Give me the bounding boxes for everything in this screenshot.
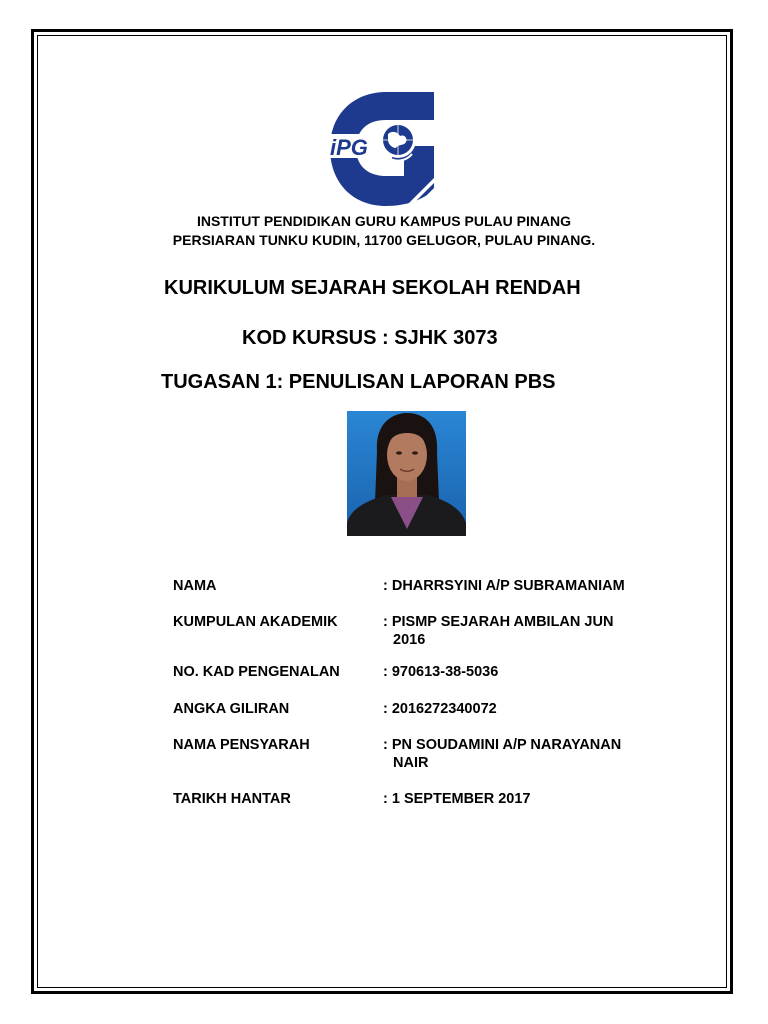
student-photo [347, 411, 466, 536]
detail-value-continued: 2016 [393, 632, 426, 648]
detail-value: : PN SOUDAMINI A/P NARAYANAN [383, 737, 622, 753]
detail-value: : PISMP SEJARAH AMBILAN JUN [383, 614, 614, 630]
institution-address: PERSIARAN TUNKU KUDIN, 11700 GELUGOR, PULAU PINANG. [172, 232, 596, 248]
detail-value-continued: NAIR [393, 755, 429, 771]
detail-label: NAMA [173, 578, 217, 594]
assignment-title: TUGASAN 1: PENULISAN LAPORAN PBS [161, 371, 556, 393]
detail-label: NO. KAD PENGENALAN [173, 664, 340, 680]
course-title: KURIKULUM SEJARAH SEKOLAH RENDAH [164, 277, 581, 299]
detail-value: : 2016272340072 [383, 701, 497, 717]
detail-label: NAMA PENSYARAH [173, 737, 310, 753]
detail-value: : DHARRSYINI A/P SUBRAMANIAM [383, 578, 625, 594]
logo-text: iPG [330, 135, 368, 160]
detail-value: : 1 SEPTEMBER 2017 [383, 791, 531, 807]
detail-label: TARIKH HANTAR [173, 791, 291, 807]
detail-label: KUMPULAN AKADEMIK [173, 614, 338, 630]
institution-name: INSTITUT PENDIDIKAN GURU KAMPUS PULAU PINANG [196, 213, 572, 229]
detail-label: ANGKA GILIRAN [173, 701, 290, 717]
course-code: KOD KURSUS : SJHK 3073 [242, 327, 498, 349]
detail-value: : 970613-38-5036 [383, 664, 499, 680]
ipg-logo [326, 90, 438, 208]
